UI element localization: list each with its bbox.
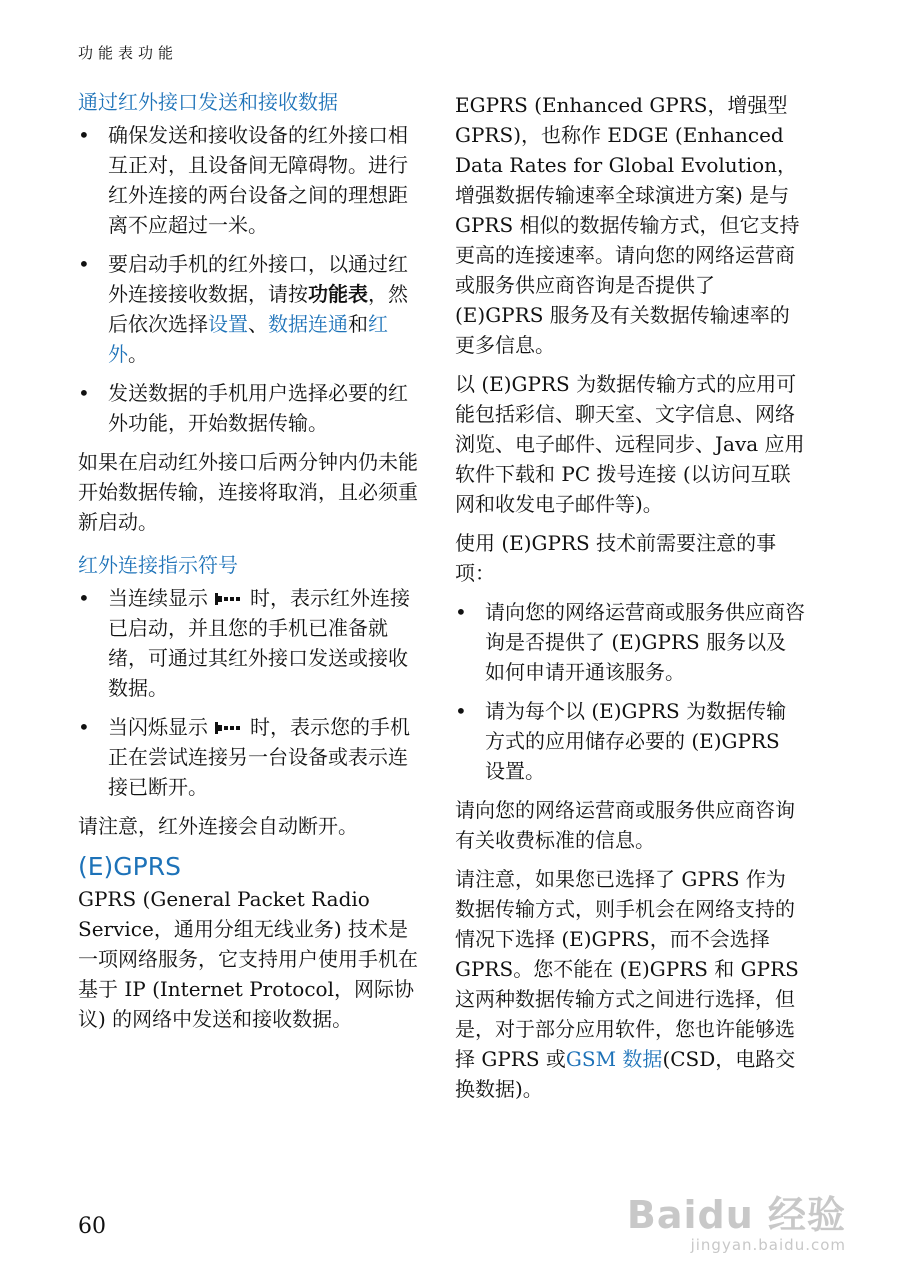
list-item-text: 要启动手机的红外接口，以通过红外连接接收数据，请按功能表，然后依次选择设置、数据连通和红外。 <box>108 252 408 366</box>
bullet-glyph: • <box>78 123 90 147</box>
menu-key-label: 功能表 <box>308 282 368 306</box>
list-item-text: 确保发送和接收设备的红外接口相互正对，且设备间无障碍物。进行红外连接的两台设备之间的理想距离不应超过一米。 <box>108 123 408 237</box>
watermark-url: jingyan.baidu.com <box>690 1236 846 1254</box>
list-item-text: 请向您的网络运营商或服务供应商咨询是否提供了 (E)GPRS 服务以及如何申请开通该服务。 <box>485 600 805 684</box>
list-item-text: 当连续显示 时，表示红外连接已启动，并且您的手机已准备就绪，可通过其红外接口发送或接收数据。 <box>108 586 410 700</box>
ir-transfer-list <box>78 120 426 438</box>
section-heading-ir-indicator: 红外连接指示符号 <box>78 553 238 577</box>
paragraph: 以 (E)GPRS 为数据传输方式的应用可能包括彩信、聊天室、文字信息、网络浏览、电子邮件、远程同步、Java 应用软件下载和 PC 拨号连接 (以访问互联网和收发电子邮件等)。 <box>455 372 805 516</box>
bullet-glyph: • <box>455 699 467 723</box>
running-header: 功能表功能 <box>78 44 179 62</box>
list-item <box>78 583 426 703</box>
list-item <box>78 712 426 802</box>
paragraph: GPRS (General Packet Radio Service，通用分组无线业务) 技术是一项网络服务，它支持用户使用手机在基于 IP (Internet Protocol，网际协议) 的网络中发送和接收数据。 <box>78 887 418 1031</box>
right-column <box>455 90 805 1113</box>
list-item-text: 请为每个以 (E)GPRS 为数据传输方式的应用储存必要的 (E)GPRS 设置。 <box>485 699 787 783</box>
paragraph: 请注意，红外连接会自动断开。 <box>78 814 358 838</box>
watermark <box>627 1194 846 1254</box>
infrared-indicator-icon <box>214 721 244 735</box>
page-number: 60 <box>78 1214 106 1239</box>
list-item <box>78 120 426 240</box>
link-gsm-data[interactable]: GSM 数据 <box>565 1047 663 1071</box>
egprs-notes-list <box>455 597 805 786</box>
paragraph: 请向您的网络运营商或服务供应商咨询有关收费标准的信息。 <box>455 798 795 852</box>
bullet-glyph: • <box>78 381 90 405</box>
bullet-glyph: • <box>455 600 467 624</box>
bullet-glyph: • <box>78 715 90 739</box>
bullet-glyph: • <box>78 586 90 610</box>
section-heading-egprs: (E)GPRS <box>78 852 181 881</box>
list-item <box>78 249 426 369</box>
list-item <box>455 696 805 786</box>
paragraph: 使用 (E)GPRS 技术前需要注意的事项： <box>455 531 777 585</box>
list-item <box>455 597 805 687</box>
list-item-text: 发送数据的手机用户选择必要的红外功能，开始数据传输。 <box>108 381 408 435</box>
list-item-text: 当闪烁显示 时，表示您的手机正在尝试连接另一台设备或表示连接已断开。 <box>108 715 410 799</box>
link-connectivity[interactable]: 数据连通 <box>268 312 348 336</box>
ir-indicator-list <box>78 583 426 802</box>
link-settings[interactable]: 设置 <box>208 312 248 336</box>
list-item <box>78 378 426 438</box>
link-infrared[interactable]: 红外 <box>108 312 388 366</box>
bullet-glyph: • <box>78 252 90 276</box>
paragraph: 如果在启动红外接口后两分钟内仍未能开始数据传输，连接将取消，且必须重新启动。 <box>78 450 418 534</box>
section-heading-ir-transfer: 通过红外接口发送和接收数据 <box>78 90 338 114</box>
paragraph: EGPRS (Enhanced GPRS，增强型 GPRS)，也称作 EDGE (Enhanced Data Rates for Global Evolution，增强数据传输速率全球演进方案) 是与 GPRS 相似的数据传输方式，但它支持更高的连接速率。请向您的网络运营商或服务供应商咨询是否提供了 (E)GPRS 服务及有关数据传输速率的更多信息。 <box>455 93 800 357</box>
infrared-indicator-icon <box>214 592 244 606</box>
left-column <box>78 88 426 1043</box>
watermark-logo: Baidu 经验 <box>626 1193 846 1237</box>
paragraph: 请注意，如果您已选择了 GPRS 作为数据传输方式，则手机会在网络支持的情况下选择 (E)GPRS，而不会选择 GPRS。您不能在 (E)GPRS 和 GPRS 这两种数据传输方式之间进行选择，但是，对于部分应用软件，您也许能够选择 GPRS 或GSM 数据(CSD，电路交换数据)。 <box>455 867 799 1101</box>
